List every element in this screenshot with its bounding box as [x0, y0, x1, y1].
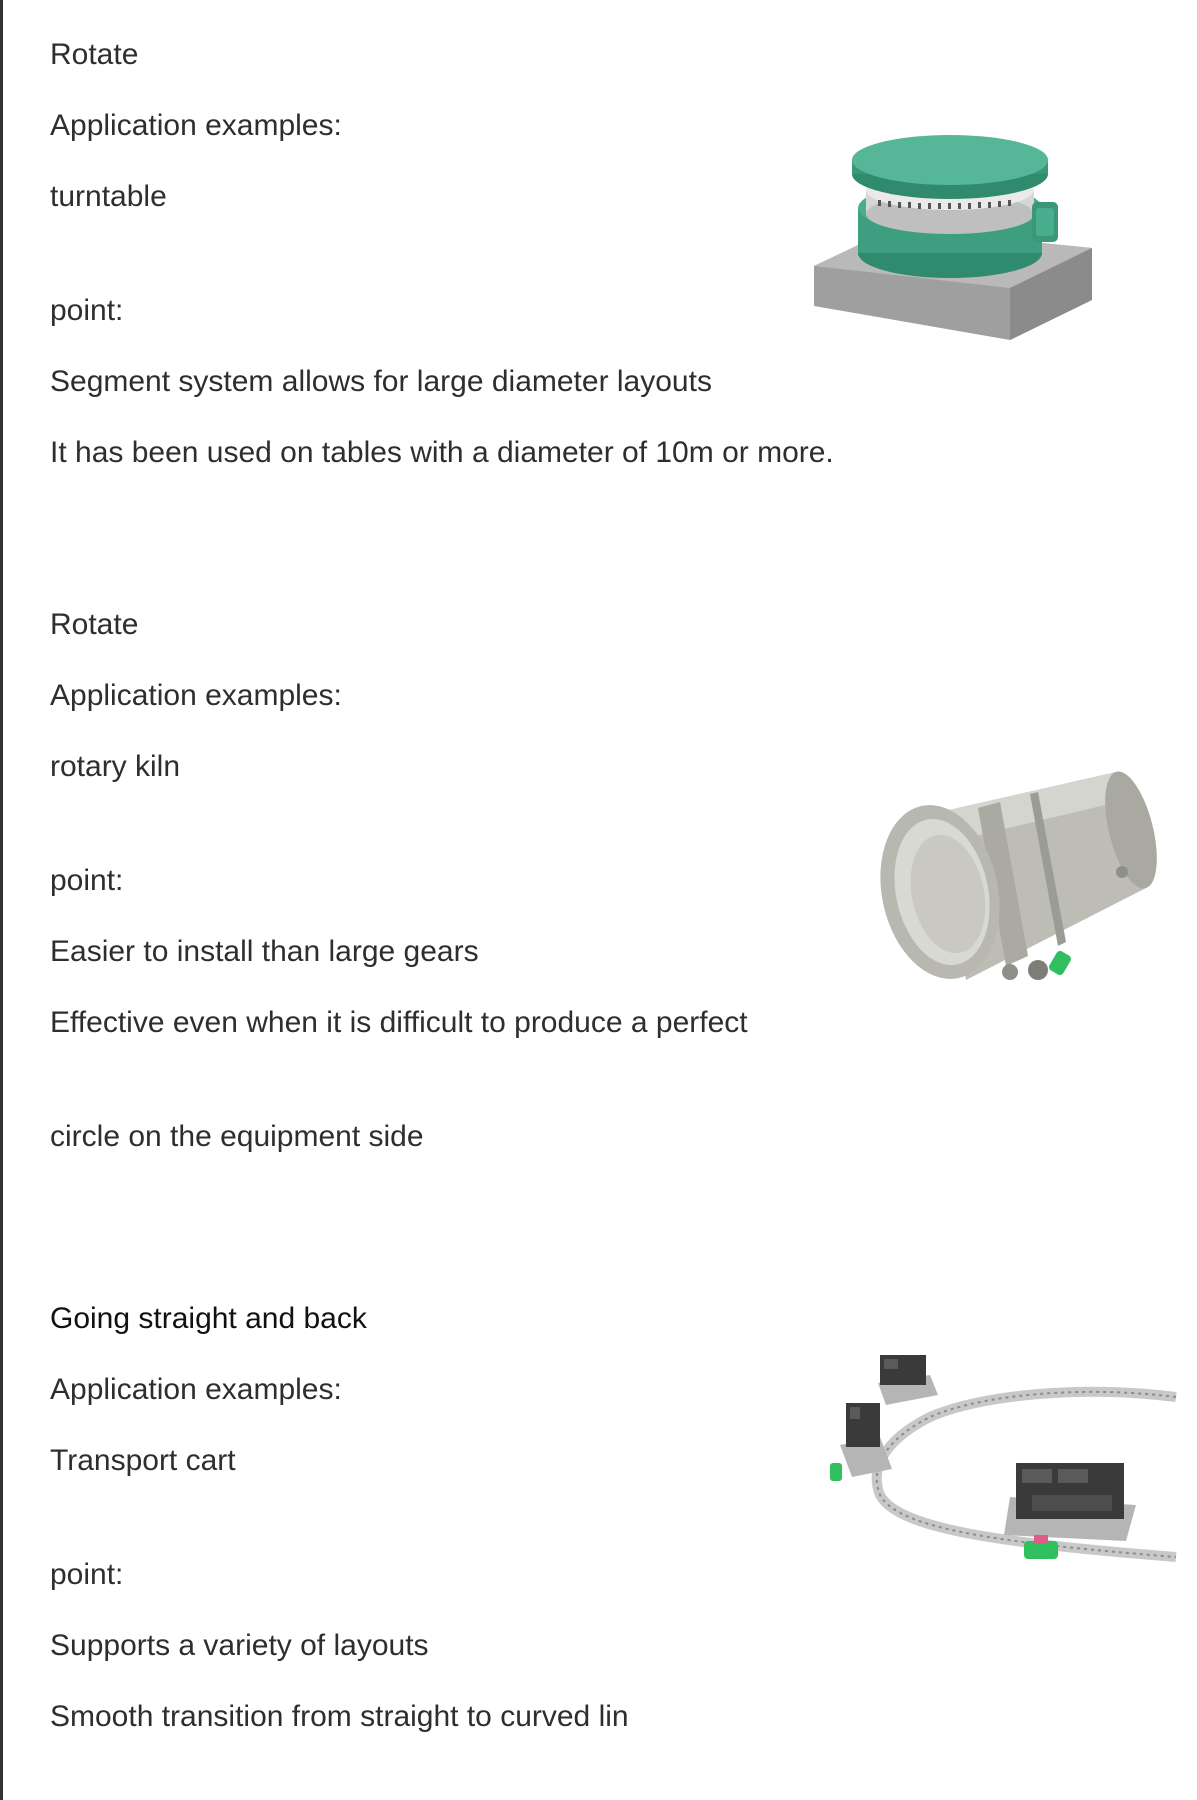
point-item: circle on the equipment side — [50, 1120, 424, 1153]
example-text: Transport cart — [50, 1444, 236, 1477]
point-label: point: — [50, 294, 124, 327]
example-text: rotary kiln — [50, 750, 181, 783]
turntable-illustration — [800, 130, 1100, 355]
point-item: Effective even when it is difficult to produce a perfect — [50, 1006, 748, 1039]
example-text: turntable — [50, 180, 167, 213]
section-heading: Rotate — [50, 608, 139, 641]
examples-label: Application examples: — [50, 679, 342, 712]
point-label: point: — [50, 1558, 124, 1591]
section-heading: Rotate — [50, 38, 139, 71]
point-item: Segment system allows for large diameter layouts — [50, 365, 712, 398]
rotary-kiln-illustration — [870, 760, 1170, 1025]
point-item: Easier to install than large gears — [50, 935, 479, 968]
transport-cart-track-illustration — [820, 1345, 1180, 1600]
page-left-border — [0, 0, 3, 1800]
examples-label: Application examples: — [50, 1373, 342, 1406]
section-heading: Going straight and back — [50, 1302, 367, 1335]
examples-label: Application examples: — [50, 109, 342, 142]
point-item: Supports a variety of layouts — [50, 1629, 429, 1662]
point-item: Smooth transition from straight to curved lin — [50, 1700, 629, 1733]
point-label: point: — [50, 864, 124, 897]
point-item: It has been used on tables with a diameter of 10m or more. — [50, 436, 834, 469]
